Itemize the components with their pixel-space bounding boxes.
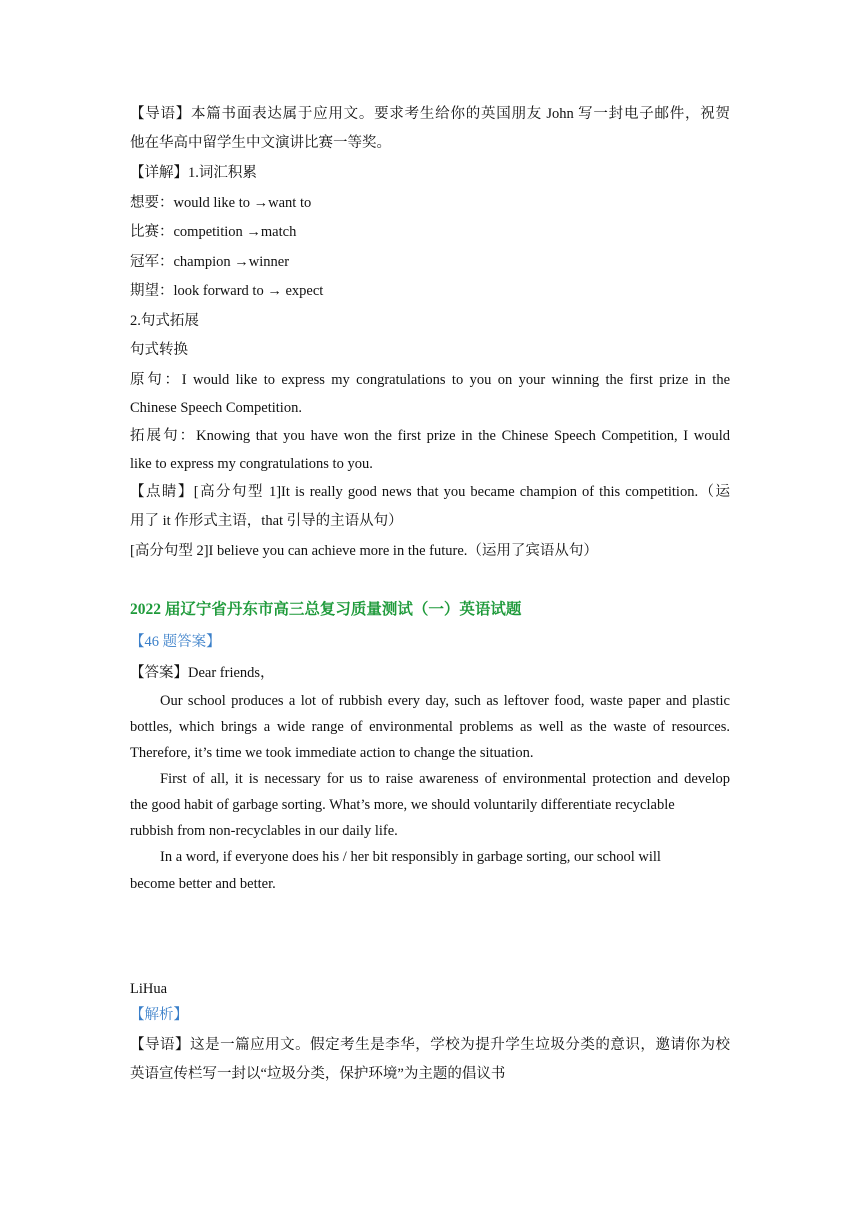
letter-paragraph-1-line: Therefore, it’s time we took immediate action to change the situation.	[130, 745, 534, 761]
letter-signature: LiHua	[130, 981, 168, 997]
answer-salutation-line	[130, 663, 275, 683]
sentence-expansion-title: 2.句式拓展	[130, 313, 199, 329]
dianjing-line-3: [高分句型 2]I believe you can achieve more in the future.（运用了宾语从句）	[130, 543, 598, 559]
vocab-item: 比赛：competition →match	[130, 224, 297, 240]
dianjing-line-2: 用了 it 作形式主语，that 引导的主语从句）	[130, 513, 403, 529]
daoyu-line-1: 【导语】本篇书面表达属于应用文。要求考生给你的英国朋友 John 写一封电子邮件，祝贺	[130, 106, 730, 122]
question-answer-tag: 【46 题答案】	[130, 634, 221, 650]
letter-paragraph-3-line: In a word, if everyone does his / her bit responsibly in garbage sorting, our school will	[160, 849, 661, 865]
xiangjie-heading: 【详解】1.词汇积累	[130, 165, 257, 181]
vocab-item: 想要：would like to →want to	[130, 195, 312, 211]
letter-paragraph-1-line: bottles, which brings a wide range of environmental problems as well as the waste of resources.	[130, 719, 730, 735]
daoyu-2-line-1: 【导语】这是一篇应用文。假定考生是李华，学校为提升学生垃圾分类的意识，邀请你为校	[130, 1037, 730, 1053]
letter-paragraph-2-line: rubbish from non-recyclables in our daily life.	[130, 823, 398, 839]
daoyu-2-line-2: 英语宣传栏写一封以“垃圾分类，保护环境”为主题的倡议书	[130, 1066, 506, 1082]
sentence-conversion-subtitle: 句式转换	[130, 342, 188, 358]
letter-paragraph-3-line: become better and better.	[130, 876, 276, 892]
vocab-item: 期望：look forward to → expect	[130, 283, 324, 299]
document-page	[130, 0, 730, 1216]
expanded-sentence-line-2: like to express my congratulations to you.	[130, 456, 373, 472]
letter-paragraph-2-line: First of all, it is necessary for us to raise awareness of environmental protection and develop	[160, 771, 730, 787]
letter-paragraph-1-line: Our school produces a lot of rubbish every day, such as leftover food, waste paper and plastic	[160, 693, 730, 709]
original-sentence-line-2: Chinese Speech Competition.	[130, 400, 302, 416]
vocab-item: 冠军：champion →winner	[130, 254, 290, 270]
analysis-tag: 【解析】	[130, 1007, 188, 1023]
salutation: Dear friends，	[188, 665, 275, 681]
answer-label: 【答案】	[130, 665, 188, 681]
original-sentence-line-1: 原句：I would like to express my congratulations to you on your winning the first prize in the	[130, 372, 730, 388]
expanded-sentence-line-1: 拓展句：Knowing that you have won the first prize in the Chinese Speech Competition, I would	[130, 428, 730, 444]
daoyu-line-2: 他在华高中留学生中文演讲比赛一等奖。	[130, 135, 391, 151]
dianjing-line-1: 【点睛】[高分句型 1]It is really good news that you became champion of this competition.（运	[130, 484, 730, 500]
exam-section-heading: 2022 届辽宁省丹东市高三总复习质量测试（一）英语试题	[130, 601, 522, 618]
letter-paragraph-2-line: the good habit of garbage sorting. What’s more, we should voluntarily differentiate recyclable	[130, 797, 675, 813]
